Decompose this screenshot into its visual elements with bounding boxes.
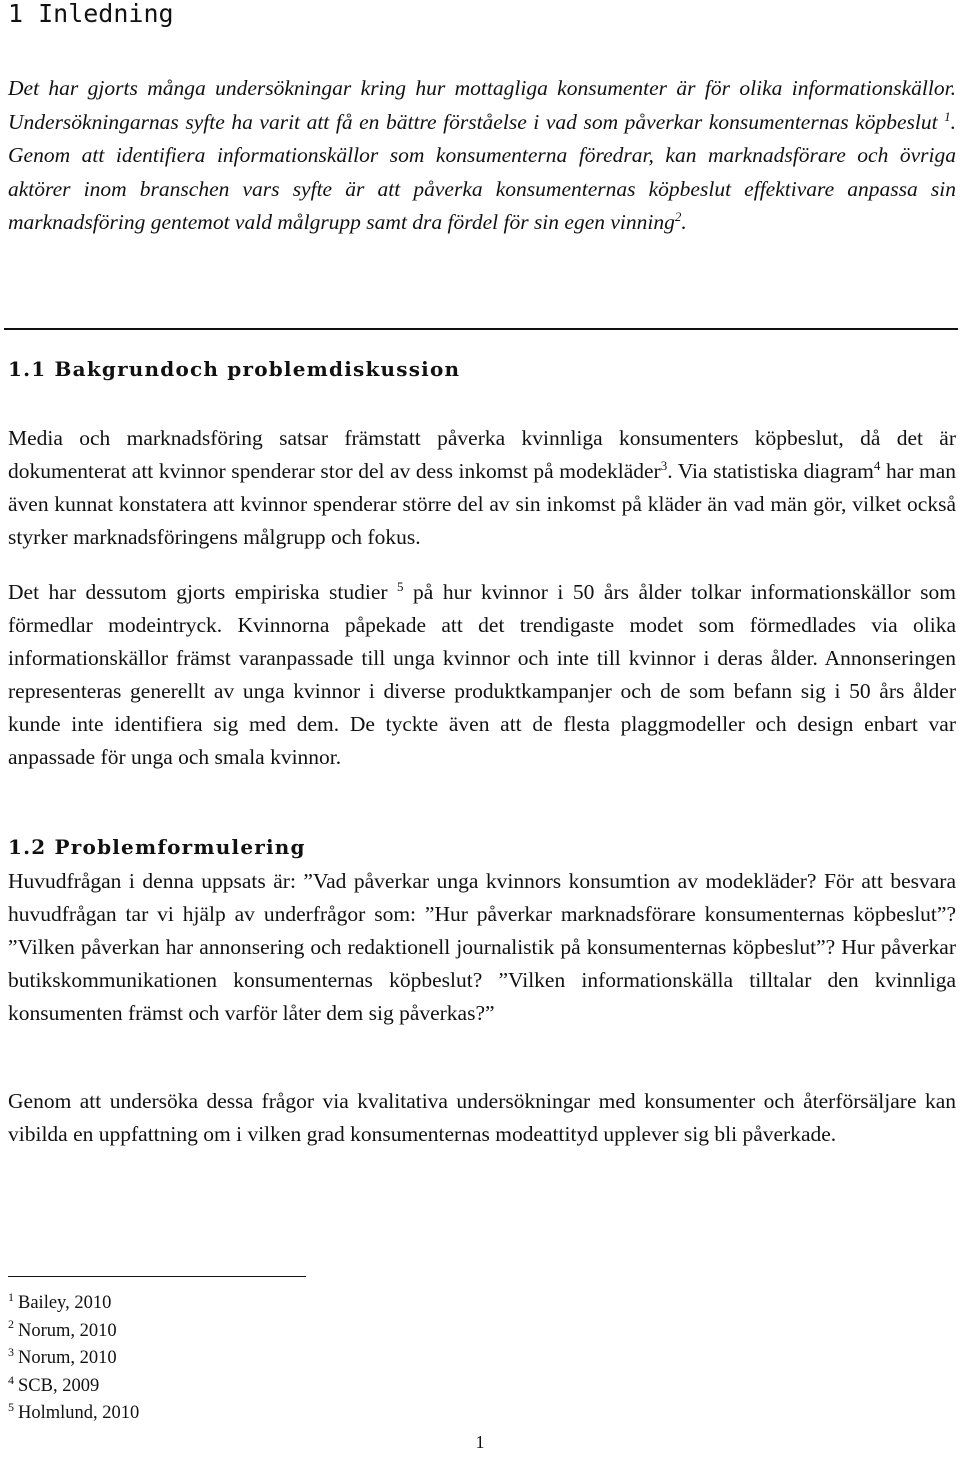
intro-text-2: . Genom att identifiera informationskällor som konsumenterna föredrar, kan marknadsförare och övriga aktörer inom branschen vars syfte är att påverka konsumenternas köpbeslut effektivare anpassa sin marknadsföring gentemot vald målgrupp samt dra fördel för sin egen vinning	[8, 109, 956, 234]
problem-paragraph-2: Genom att undersöka dessa frågor via kvalitativa undersökningar med konsumenter och återförsäljare kan vibilda en uppfattning om i vilken grad konsumenternas modeattityd upplever sig bli påverkade.	[8, 1089, 956, 1146]
footnote-ref-4[interactable]: 4	[873, 457, 881, 473]
footnote-number: 3	[8, 1345, 14, 1360]
footnote-number: 2	[8, 1317, 14, 1332]
background-paragraph-2	[8, 576, 956, 774]
footnote-number: 4	[8, 1372, 14, 1387]
footnote-divider	[8, 1276, 306, 1277]
intro-text-1: Det har gjorts många undersökningar kring hur mottagliga konsumenter är för olika informationskällor. Undersökningarnas syfte ha varit att få en bättre förståelse i vad som påverkar konsumenternas köpbeslut	[8, 76, 956, 134]
footnote-text: SCB, 2009	[18, 1375, 100, 1396]
section-divider	[4, 328, 958, 330]
background-paragraph-1	[8, 422, 956, 554]
section-heading-background: 1.1 Bakgrundoch problemdiskussion	[8, 357, 461, 381]
chapter-heading: 1 Inledning	[8, 0, 174, 28]
footnote-text: Holmlund, 2010	[18, 1403, 140, 1424]
background-text-1a: Media och marknadsföring satsar främstatt påverka kvinnliga konsumenters köpbeslut, då det är dokumenterat att kvinnor spenderar stor del av dess inkomst på modekläder	[8, 426, 956, 483]
footnote-item	[8, 1400, 139, 1428]
footnote-ref-2[interactable]: 2	[674, 208, 682, 224]
background-text-2b: på hur kvinnor i 50 års ålder tolkar informationskällor som förmedlar modeintryck. Kvinnorna påpekade att det trendigaste modet som förmedlades via olika informationskällor främst varanpassade till unga kvinnor och inte till kvinnor i deras ålder. Annonseringen representeras generellt av unga kvinnor i diverse produktkampanjer och de som befann sig i 50 års ålder kunde inte identifiera sig med dem. De tyckte även att de flesta plaggmodeller och design enbart var anpassade för unga och smala kvinnor.	[8, 580, 956, 769]
footnote-item	[8, 1290, 139, 1318]
footnote-ref-5[interactable]: 5	[397, 578, 404, 594]
footnote-text: Bailey, 2010	[18, 1293, 112, 1313]
section-heading-problem: 1.2 Problemformulering	[8, 835, 306, 859]
footnote-ref-1[interactable]: 1	[944, 108, 951, 124]
footnote-item	[8, 1318, 139, 1346]
background-text-2a: Det har dessutom gjorts empiriska studier	[8, 580, 398, 604]
intro-text-3: .	[681, 210, 687, 234]
footnote-item	[8, 1345, 139, 1373]
footnote-text: Norum, 2010	[18, 1348, 117, 1369]
footnote-list	[8, 1290, 139, 1428]
footnote-number: 1	[8, 1289, 14, 1304]
footnote-text: Norum, 2010	[18, 1320, 117, 1341]
footnote-item	[8, 1373, 139, 1401]
intro-paragraph	[8, 72, 956, 240]
background-text-1c: har man även kunnat konstatera att kvinnor spenderar större del av sin inkomst på kläder än vad män gör, vilket också styrker marknadsföringens målgrupp och fokus.	[8, 459, 957, 549]
background-text-1b: . Via statistiska diagram	[667, 459, 874, 483]
footnote-ref-3[interactable]: 3	[660, 457, 668, 473]
footnote-number: 5	[8, 1400, 14, 1415]
problem-paragraph-1: Huvudfrågan i denna uppsats är: ”Vad påverkar unga kvinnors konsumtion av modekläder? För att besvara huvudfrågan tar vi hjälp av underfrågor som: ”Hur påverkar marknadsförare konsumenternas köpbeslut”? ”Vilken påverkan har annonsering och redaktionell journalistik på konsumenternas köpbeslut”? Hur påverkar butikskommunikationen konsumenternas köpbeslut? ”Vilken informationskälla tilltalar den kvinnliga konsumenten främst och varför låter dem sig påverkas?”	[8, 869, 956, 1025]
page-number: 1	[475, 1432, 485, 1452]
